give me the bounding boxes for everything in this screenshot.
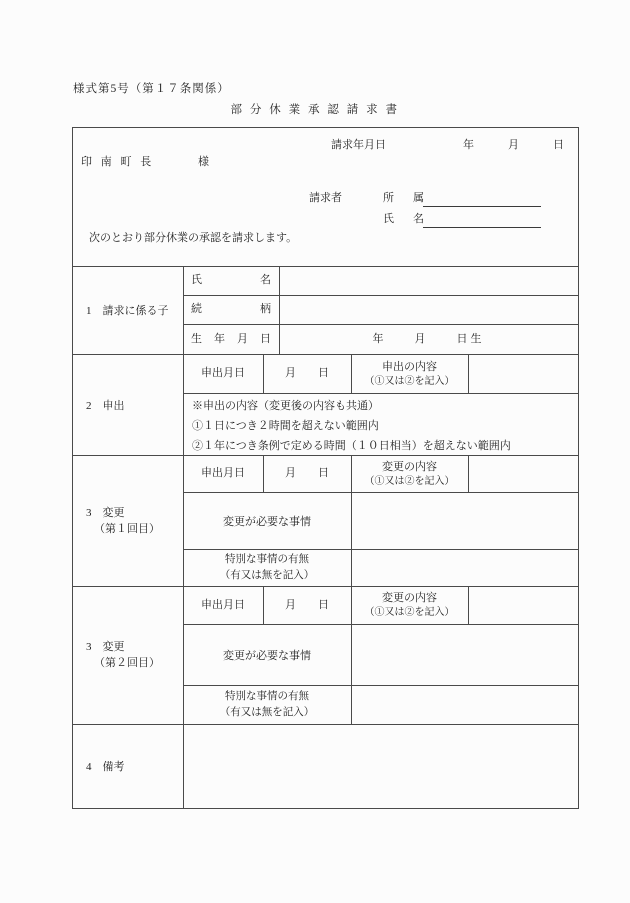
- s2-note: [183, 393, 578, 455]
- s2-note-line3: ②１年につき条例で定める時間（１０日相当）を超えない範囲内: [192, 440, 511, 452]
- section3b-row-header: [73, 586, 183, 724]
- s3b-content-header-line1: 変更の内容: [382, 592, 437, 604]
- s3a-reason-cell: [351, 492, 578, 549]
- s3a-special-cell: [351, 549, 578, 586]
- name-label: 氏 名: [383, 213, 428, 225]
- s2-content-header-line1: 申出の内容: [382, 360, 437, 373]
- child-birthdate-label: 生 年 月 日: [191, 333, 271, 345]
- s4-remarks-cell: [183, 724, 578, 808]
- s3a-content-header-line2: （①又は②を記入）: [364, 475, 455, 487]
- s3a-report-date-label: 申出月日: [201, 467, 245, 479]
- s3b-special-cell: [351, 685, 578, 724]
- s2-note-line1: ※申出の内容（変更後の内容も共通）: [192, 400, 379, 412]
- s3b-content-cell: [468, 586, 578, 624]
- s3a-reason-label: 変更が必要な事情: [223, 515, 311, 528]
- s3a-special-label-line1: 特別な事情の有無: [225, 554, 309, 565]
- child-relation-cell: [279, 295, 578, 324]
- s3b-reason-label: 変更が必要な事情: [223, 649, 311, 662]
- s2-content-header: [351, 354, 468, 393]
- s3b-content-header-line2: （①又は②を記入）: [364, 607, 455, 618]
- child-birthdate-value: 年 月 日生: [372, 333, 485, 345]
- declaration-text: 次のとおり部分休業の承認を請求します。: [89, 232, 298, 244]
- section2-row-header: 2 申出: [86, 399, 125, 412]
- s3b-special-label-line1: 特別な事情の有無: [225, 691, 309, 702]
- s2-report-date-value: 月 日: [285, 367, 329, 379]
- child-name-cell: [279, 266, 578, 295]
- s3a-special-label: [183, 549, 351, 586]
- child-relation-label: 続 柄: [191, 303, 271, 315]
- s3a-special-label-line2: （有又は無を記入）: [219, 570, 315, 581]
- s3b-special-label-line2: （有又は無を記入）: [219, 707, 315, 718]
- s3b-header-line1: 3 変更: [86, 641, 125, 653]
- s2-content-header-line2: （①又は②を記入）: [364, 375, 455, 387]
- s3b-special-label: [183, 685, 351, 724]
- affiliation-label: 所 属: [383, 192, 428, 204]
- name-underline: [423, 227, 541, 228]
- s3b-reason-cell: [351, 624, 578, 685]
- requester-label: 請求者: [309, 192, 342, 204]
- form-number: 様式第5号（第１７条関係）: [73, 83, 230, 95]
- s3b-report-date-label: 申出月日: [201, 599, 245, 611]
- s3a-header-line1: 3 変更: [86, 506, 125, 519]
- s2-note-line2: ①１日につき２時間を超えない範囲内: [192, 420, 379, 432]
- addressee-name: 印 南 町 長: [81, 156, 155, 168]
- section3a-row-header: [73, 455, 183, 586]
- form-title: 部 分 休 業 承 認 請 求 書: [230, 104, 400, 116]
- s3a-content-header-line1: 変更の内容: [382, 460, 437, 473]
- s3a-content-cell: [468, 455, 578, 492]
- s2-report-date-label: 申出月日: [201, 367, 245, 379]
- s3b-content-header: [351, 586, 468, 624]
- affiliation-underline: [423, 206, 541, 207]
- section1-row-header: 1 請求に係る子: [86, 305, 169, 317]
- request-date-label: 請求年月日: [331, 139, 386, 151]
- request-form-box: [72, 127, 579, 809]
- s3a-header-line2: （第１回目）: [94, 522, 160, 535]
- s3b-report-date-value: 月 日: [285, 599, 329, 611]
- s3a-report-date-value: 月 日: [285, 467, 329, 479]
- addressee-honorific: 様: [198, 156, 209, 168]
- s3b-header-line2: （第２回目）: [94, 657, 160, 669]
- child-name-label: 氏 名: [191, 274, 271, 286]
- s2-content-cell: [468, 354, 578, 393]
- section4-row-header: 4 備考: [86, 761, 125, 773]
- request-date-value: 年 月 日: [463, 139, 568, 151]
- s3a-content-header: [351, 455, 468, 492]
